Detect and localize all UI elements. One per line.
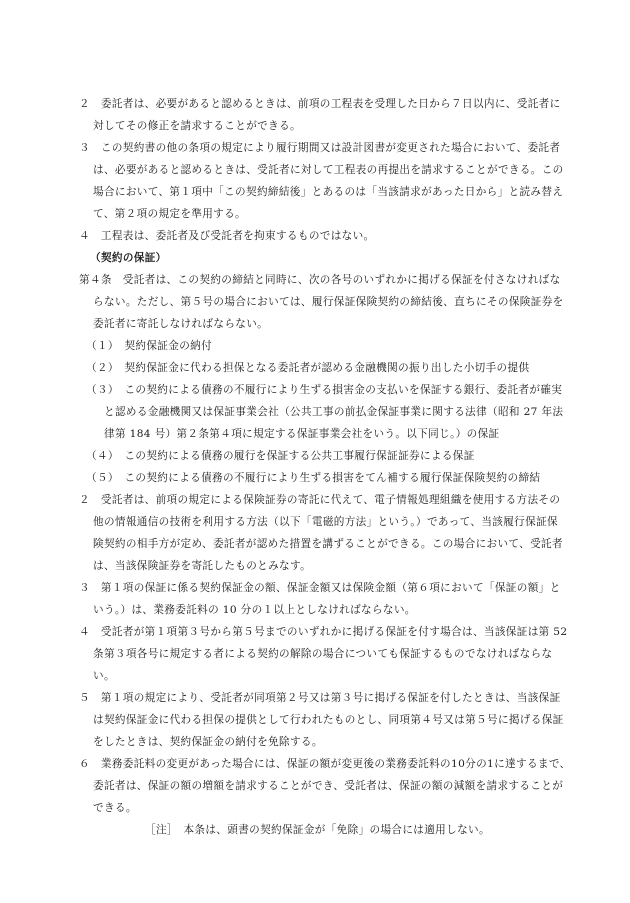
clause-5-line-2: は契約保証金に代わる担保の提供として行われたものとし、同項第４号又は第５号に掲げる保証 <box>93 714 564 726</box>
clause-5-line-3: をしたときは、契約保証金の納付を免除する。 <box>93 736 323 748</box>
clause-3-line-2: いう。）は、業務委託料の 10 分の１以上としなければならない。 <box>93 604 416 616</box>
item-2: （２） 契約保証金に代わる担保となる委託者が認める金融機関の振り出した小切手の提供 <box>86 362 530 374</box>
article-4-line-2: らない。ただし、第５号の場合においては、履行保証保険契約の締結後、直ちにその保険証券を <box>93 296 564 308</box>
section-heading: （契約の保証） <box>90 252 167 264</box>
para-2-line-2: 対してその修正を請求することができる。 <box>93 120 301 132</box>
para-3-line-3: 場合において、第１項中「この契約締結後」とあるのは「当該請求があった日から」と読み替え <box>93 186 564 198</box>
clause-2-line-1: ２ 受託者は、前項の規定による保険証券の寄託に代えて、電子情報処理組織を使用する方法その <box>79 494 561 506</box>
item-4: （４） この契約による債務の履行を保証する公共工事履行保証証券による保証 <box>86 450 475 462</box>
item-3-line-1: （３） この契約による債務の不履行により生ずる損害金の支払いを保証する銀行、委託者が確実 <box>86 384 563 396</box>
para-3-line-1: ３ この契約書の他の条項の規定により履行期間又は設計図書が変更された場合において、委託者 <box>79 142 561 154</box>
para-2-line-1: ２ 委託者は、必要があると認めるときは、前項の工程表を受理した日から７日以内に、受託者に <box>79 98 561 110</box>
clause-2-line-4: は、当該保険証券を寄託したものとみなす。 <box>93 560 312 572</box>
clause-6-line-1: ６ 業務委託料の変更があった場合には、保証の額が変更後の業務委託料の10分の1に達するまで、 <box>79 758 571 770</box>
article-4-line-1: 第４条 受託者は、この契約の締結と同時に、次の各号のいずれかに掲げる保証を付さなければな <box>79 274 561 286</box>
item-1: （１） 契約保証金の納付 <box>86 340 213 352</box>
clause-6-line-2: 委託者は、保証の額の増額を請求することができ、受託者は、保証の額の減額を請求することが <box>93 780 564 792</box>
item-3-line-2: と認める金融機関又は保証事業会社（公共工事の前払金保証事業に関する法律（昭和 27 年法 <box>104 406 564 418</box>
note: ［注］ 本条は、頭書の契約保証金が「免除」の場合には適用しない。 <box>145 824 490 836</box>
clause-4-line-2: 条第３項各号に規定する者による契約の解除の場合についても保証するものでなければならな <box>93 648 553 660</box>
clause-4-line-1: ４ 受託者が第１項第３号から第５号までのいずれかに掲げる保証を付す場合は、当該保証は第 52 <box>79 626 568 638</box>
clause-4-line-3: い。 <box>93 670 115 682</box>
clause-2-line-2: 他の情報通信の技術を利用する方法（以下「電磁的方法」という。）であって、当該履行保証保 <box>93 516 558 528</box>
article-4-line-3: 委託者に寄託しなければならない。 <box>93 318 269 330</box>
clause-2-line-3: 険契約の相手方が定め、委託者が認めた措置を講ずることができる。この場合において、受託者 <box>93 538 563 550</box>
clause-3-line-1: ３ 第１項の保証に係る契約保証金の額、保証金額又は保険金額（第６項において「保証の額」と <box>79 582 561 594</box>
para-4: ４ 工程表は、委託者及び受託者を拘束するものではない。 <box>79 230 375 242</box>
item-5: （５） この契約による債務の不履行により生ずる損害をてん補する履行保証保険契約の締結 <box>86 472 541 484</box>
clause-5-line-1: ５ 第１項の規定により、受託者が同項第２号又は第３号に掲げる保証を付したときは、当該保証 <box>79 692 561 704</box>
item-3-line-3: 律第 184 号）第２条第４項に規定する保証事業会社をいう。以下同じ。）の保証 <box>104 428 500 440</box>
clause-6-line-3: できる。 <box>93 802 137 814</box>
para-3-line-2: は、必要があると認めるときは、受託者に対して工程表の再提出を請求することができる。この <box>93 164 564 176</box>
para-3-line-4: て、第２項の規定を準用する。 <box>93 208 246 220</box>
